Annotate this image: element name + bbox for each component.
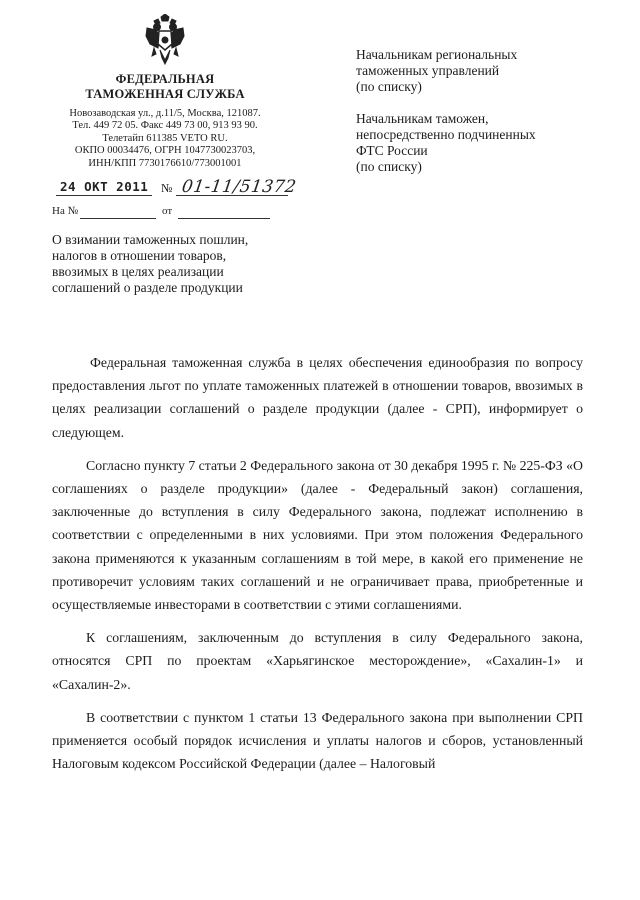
org-name	[58, 72, 272, 102]
body-paragraph: В соответствии с пунктом 1 статьи 13 Федерального закона при выполнении СРП применяется особый порядок исчисления и уплаты налогов и сборов, установленный Налоговым кодексом Российской Федерации (далее – Налоговый	[52, 709, 583, 772]
body-paragraph: Согласно пункту 7 статьи 2 Федерального закона от 30 декабря 1995 г. № 225-ФЗ «О соглашениях о разделе продукции» (далее - Федеральный закон) соглашения, заключенные до вступления в силу Федерального закона, подлежат исполнению в соответствии с определенными в них условиями. При этом положения Федерального закона применяются к указанным соглашениям в той мере, в какой его применение не противоречит условиям таких соглашений и не ограничивает права, приобретенные и осуществляемые инвесторами в соответствии с этими соглашениями.	[52, 457, 583, 613]
subject-line: налогов в отношении товаров,	[52, 248, 227, 263]
recipient-line: ФТС России	[356, 143, 428, 159]
letter-body	[52, 351, 583, 785]
number-underline	[176, 195, 288, 196]
recipients-block	[356, 47, 616, 190]
coat-of-arms-icon	[144, 14, 186, 66]
recipient-line: (по списку)	[356, 79, 422, 95]
org-line-2: ТАМОЖЕННАЯ СЛУЖБА	[85, 87, 245, 101]
address-line: ОКПО 00034476, ОГРН 1047730023703,	[74, 145, 256, 157]
body-paragraph: Федеральная таможенная служба в целях обеспечения единообразия по вопросу предоставления льгот по уплате таможенных платежей в отношении товаров, ввозимых в целях реализации соглашений о разделе продукции (далее - СРП), информирует о следующем.	[52, 355, 583, 440]
address-line: ИНН/КПП 7730176610/773001001	[88, 157, 242, 169]
number-sign: №	[161, 181, 173, 195]
subject-line: О взимании таможенных пошлин,	[52, 232, 249, 247]
ref-number-underline	[80, 218, 156, 219]
date-underline	[56, 195, 152, 196]
ref-prefix: На №	[52, 205, 79, 217]
subject-line: ввозимых в целях реализации	[52, 264, 224, 279]
body-paragraph: К соглашениям, заключенным до вступления в силу Федерального закона, относятся СРП по проектам «Харьягинское месторождение», «Сахалин-1» и «Сахалин-2».	[52, 630, 583, 692]
recipient-line: непосредственно подчиненных	[356, 126, 536, 142]
org-address	[50, 108, 280, 170]
address-line: Тел. 449 72 05. Факс 449 73 00, 913 93 90.	[72, 120, 258, 132]
ref-date-underline	[178, 218, 270, 219]
recipient-line: Начальникам таможен,	[356, 110, 489, 126]
org-line-1: ФЕДЕРАЛЬНАЯ	[115, 72, 215, 86]
address-line: Новозаводская ул., д.11/5, Москва, 121087.	[69, 108, 261, 119]
reference-line	[52, 205, 78, 217]
ref-from-label	[162, 205, 172, 217]
recipient-line: Начальникам региональных	[356, 47, 518, 62]
letter-subject	[52, 232, 312, 296]
recipient-2	[356, 111, 616, 176]
recipient-1	[356, 47, 616, 96]
ref-from: от	[162, 205, 173, 217]
registration-date: 24 ОКТ 2011	[60, 179, 149, 194]
recipient-line: (по списку)	[356, 159, 422, 175]
address-line: Телетайп 611385 VETO RU.	[102, 132, 228, 144]
recipient-line: таможенных управлений	[356, 63, 500, 79]
subject-line: соглашений о разделе продукции	[52, 280, 243, 295]
registration-number: 01-11/51372	[180, 177, 298, 197]
